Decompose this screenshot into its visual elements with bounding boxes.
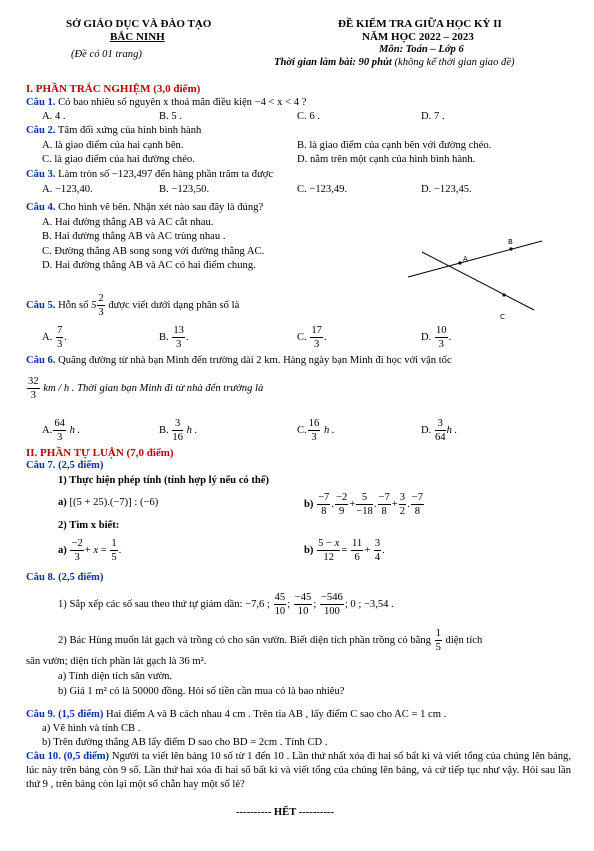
q5-option-d: D. $\frac{10}{3}$ . [421,325,452,351]
q5-text-before: Hỗn số [58,300,89,312]
q4-label: Câu 4. [26,202,56,213]
q7-label: Câu 7. (2,5 điểm) [26,460,104,471]
point-b [509,247,512,250]
label-a: A [463,255,468,263]
q5-option-b: B. $\frac{13}{3}$ . [159,325,189,351]
point-c [502,293,505,296]
pages-note: (Đề có 01 trang) [71,49,142,60]
q6-stem-line2: $\frac{32}{3}$ km / h . Thời gian bạn Minh đi từ nhà đến trường là [28,376,264,402]
province-name: BẮC NINH [110,31,165,43]
q1-stem [26,98,306,109]
q4-text: Cho hình vẽ bên. Nhận xét nào sau đây là đúng? [58,202,264,213]
q9-label: Câu 9. (1,5 điểm) [26,709,104,720]
q7-1a: a) [(5 + 25).(−7)] : (−6) [58,497,159,508]
time-note: (không kể thời gian giao đề) [394,57,515,68]
q8-label: Câu 8. (2,5 điểm) [26,572,104,583]
q3-text: Làm tròn số −123,497 đến hàng phần trăm ta được [58,169,274,180]
q3-label: Câu 3. [26,169,56,180]
q2-option-b: B. là giao điểm của cạnh bên với đường chéo. [297,140,492,151]
q1-option-b: B. 5 . [159,111,182,122]
q1-label: Câu 1. [26,97,56,108]
q4-option-c: C. Đường thẳng AB song song với đường thẳng AC. [42,246,265,257]
label-c: C [500,313,505,321]
q6-option-d: D. $\frac{3}{64}$ h . [421,418,458,444]
q3-option-d: D. −123,45. [421,184,472,195]
q5-option-c: C. $\frac{17}{3}$ . [297,325,327,351]
q1-option-d: D. 7 . [421,111,445,122]
q1-option-a: A. 4 . [42,111,66,122]
q4-option-a: A. Hai đường thẳng AB và AC cắt nhau. [42,217,214,228]
q9-sub-b: b) Trên đường thẳng AB lấy điểm D sao cho BD = 2cm . Tính CD . [42,737,328,748]
q10-text: Người ta viết lên bảng 10 số từ 1 đến 10 . Lần thứ nhất xóa đi hai số bất kì và viết tổng của chúng lên bảng, lúc này trên bảng còn 9 số. Lần thứ hai xóa đi hai số bất kì và viết tổng của chúng lên bảng, và cứ tiếp tục như vậy. Hỏi sau lần thứ 9 , trên bảng còn lại một số chẵn hay một số lẻ? [26,751,571,791]
q6-option-a: A. $\frac{64}{3}$ h . [42,418,81,444]
q5-stem [26,293,239,318]
q5-option-a: A. $\frac{7}{3}$ . [42,325,67,351]
part2-heading: II. PHẦN TỰ LUẬN (7,0 điểm) [26,447,174,459]
school-year: NĂM HỌC 2022 – 2023 [362,31,474,43]
time-label: Thời gian làm bài: 90 phút [274,57,392,68]
q3-option-b: B. −123,50. [159,184,210,195]
q7-sub1: 1) Thực hiện phép tính (tính hợp lý nếu có thể) [58,475,270,486]
q2-text: Tâm đối xứng của hình bình hành [57,125,202,136]
q2-option-a: A. là giao điểm của hai cạnh bên. [42,140,184,151]
q9-stem [26,710,446,721]
q4-figure [400,230,550,330]
q6-option-b: B. $\frac{3}{16}$ h . [159,418,198,444]
q4-option-b: B. Hai đường thẳng AB và AC trùng nhau . [42,231,226,242]
q2-stem [26,126,201,137]
q7-2b: b) $\frac{5 - x}{12}$ = $\frac{11}{6}$ + $\frac{3}{4}$ . [304,538,385,564]
q5-text-after: được viết dưới dạng phân số là [108,300,240,312]
q2-option-c: C. là giao điểm của hai đường chéo. [42,154,195,165]
line-ab [408,241,542,277]
q6-text2: km / h . Thời gian bạn Minh đi từ nhà đến trường là [43,383,264,395]
q8-sub1: 1) Sắp xếp các số sau theo thứ tự giảm dần: −7,6 ; $\frac{45}{10}$ ; $\frac{-45}{10}$ ; $\frac{-546}{100}$ ; 0 ; −3,54 . [58,592,394,618]
line-ac [422,252,534,310]
q3-option-c: C. −123,49. [297,184,348,195]
end-marker: ---------- HẾT ---------- [236,807,335,818]
q4-option-d: D. Hai đường thẳng AB và AC có hai điểm chung. [42,260,256,271]
q8-sub2: 2) Bác Hùng muốn lát gạch và trồng cỏ cho sân vườn. Biết diện tích phần trồng cỏ bằng $\frac{1}{5}$ diện tích [58,628,483,654]
q1-option-c: C. 6 . [297,111,320,122]
q6-option-c: C. $\frac{16}{3}$ h . [297,418,335,444]
q8-sub2-line2: sân vườn; diện tích phần lát gạch là 36 m². [26,656,207,667]
q4-stem [26,203,263,214]
q2-option-d: D. nằm trên một cạnh của hình bình hành. [297,154,476,165]
q5-label: Câu 5. [26,300,56,312]
q3-option-a: A. −123,40. [42,184,93,195]
q10-paragraph [26,750,571,792]
department-name: SỞ GIÁO DỤC VÀ ĐÀO TẠO [66,18,212,30]
q2-label: Câu 2. [26,125,56,136]
q7-sub2: 2) Tìm x biết: [58,520,120,531]
subject: Môn: Toán – Lớp 6 [379,44,464,55]
q7-1b: b) $\frac{-7}{8}$ . $\frac{-2}{9}$ + $\frac{5}{-18}$ . $\frac{-7}{8}$ + $\frac{3}{2}$ . $\frac{-7}{8}$ [304,492,424,518]
q10-label: Câu 10. (0,5 điểm) [26,751,110,762]
point-a [458,261,461,264]
q7-2a: a) $\frac{-2}{3}$ + x = $\frac{1}{5}$ . [58,538,122,564]
q8-sub2a: a) Tính diện tích sân vườn. [58,671,173,682]
time-line [274,58,515,69]
q6-text1: Quãng đường từ nhà bạn Minh đến trường dài 2 km. Hàng ngày bạn Minh đi học với vận tốc [58,355,452,366]
part1-heading: I. PHẦN TRẮC NGHIỆM (3,0 điểm) [26,83,201,95]
q6-label: Câu 6. [26,355,56,366]
q8-sub2b: b) Giá 1 m² cỏ là 50000 đồng. Hỏi số tiền cần mua cỏ là bao nhiêu? [58,686,345,697]
q9-text: Hai điểm A và B cách nhau 4 cm . Trên tia AB , lấy điểm C sao cho AC = 1 cm . [106,709,447,720]
q5-mixed-number: 5 $\frac{2}{3}$ [91,293,104,319]
q6-stem-line1 [26,356,452,367]
q9-sub-a: a) Vẽ hình và tính CB . [42,723,141,734]
exam-title: ĐỀ KIỂM TRA GIỮA HỌC KỲ II [338,18,502,30]
q3-stem [26,170,273,181]
q1-text: Có bao nhiêu số nguyên x thoả mãn điều kiện −4 < x < 4 ? [58,97,307,108]
label-b: B [508,238,513,246]
